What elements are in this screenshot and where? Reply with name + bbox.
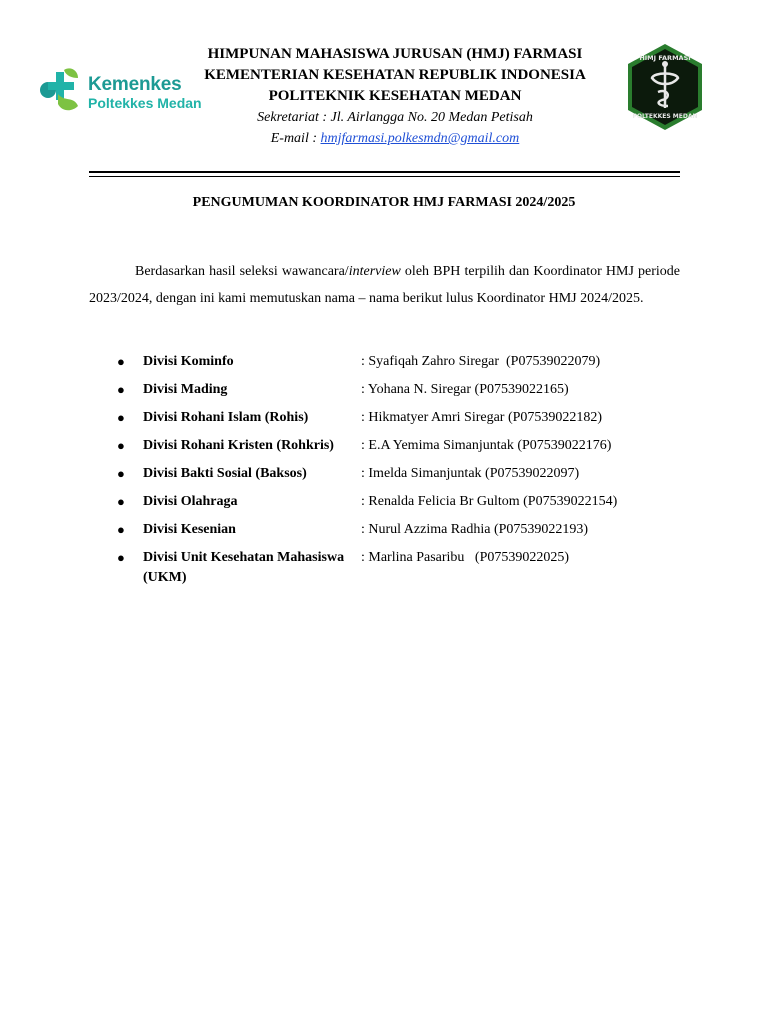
- badge-bottom-text: POLTEKKES MEDAN: [632, 113, 698, 120]
- coordinator-name: : Renalda Felicia Br Gultom (P07539022154): [361, 494, 618, 509]
- division-label: Divisi Bakti Sosial (Baksos): [143, 466, 307, 481]
- list-item: [117, 544, 677, 592]
- list-item: [117, 460, 677, 488]
- coordinator-name: : Hikmatyer Amri Siregar (P07539022182): [361, 410, 603, 425]
- bullet-icon: ●: [117, 382, 125, 397]
- announcement-title: PENGUMUMAN KOORDINATOR HMJ FARMASI 2024/2025: [192, 195, 576, 210]
- list-item: [117, 404, 677, 432]
- bullet-icon: ●: [117, 466, 125, 481]
- list-item: [117, 516, 677, 544]
- bullet-icon: ●: [117, 522, 125, 537]
- coordinator-list: [117, 348, 677, 592]
- division-label: Divisi Kesenian: [143, 522, 236, 537]
- letterhead: [150, 44, 640, 149]
- list-item: [117, 376, 677, 404]
- coordinator-name: : Syafiqah Zahro Siregar (P07539022079): [361, 354, 601, 369]
- logo-sub-text: Poltekkes Medan: [88, 95, 202, 111]
- bullet-icon: ●: [117, 354, 125, 369]
- bullet-icon: ●: [117, 494, 125, 509]
- paragraph-italic: interview: [348, 264, 401, 279]
- ministry-name: KEMENTERIAN KESEHATAN REPUBLIK INDONESIA: [204, 67, 586, 83]
- division-label: Divisi Unit Kesehatan Mahasiswa: [143, 550, 345, 565]
- bullet-icon: ●: [117, 550, 125, 565]
- badge-top-text: HIMJ FARMASI: [639, 54, 691, 62]
- division-label: Divisi Kominfo: [143, 354, 234, 369]
- paragraph-text-after: oleh BPH terpilih dan Koordinator HMJ periode 2023/2024, dengan ini kami memutuskan nama – nama berikut lulus Koordinator HMJ 2024/2025.: [89, 264, 681, 306]
- division-label: Divisi Olahraga: [143, 494, 238, 509]
- division-label: Divisi Mading: [143, 382, 228, 397]
- coordinator-name: : Yohana N. Siregar (P07539022165): [361, 382, 569, 397]
- paragraph-text-before: Berdasarkan hasil seleksi wawancara/: [135, 264, 349, 279]
- coordinator-name: : Nurul Azzima Radhia (P07539022193): [361, 522, 589, 537]
- logo-brand-text: Kemenkes: [88, 74, 182, 95]
- org-name: HIMPUNAN MAHASISWA JURUSAN (HMJ) FARMASI: [207, 46, 583, 62]
- secretariat-address: Sekretariat : Jl. Airlangga No. 20 Medan Petisah: [257, 110, 533, 125]
- list-item: [117, 348, 677, 376]
- email-link[interactable]: hmjfarmasi.polkesmdn@gmail.com: [320, 131, 520, 146]
- bullet-icon: ●: [117, 410, 125, 425]
- header-divider-thick: [89, 171, 680, 173]
- kemenkes-emblem-icon: [34, 66, 84, 118]
- header-divider-thin: [89, 176, 680, 177]
- division-label: Divisi Rohani Kristen (Rohkris): [143, 438, 334, 453]
- intro-paragraph: [89, 258, 680, 312]
- email-line: [150, 128, 640, 149]
- list-item: [117, 432, 677, 460]
- email-label: E-mail :: [270, 131, 321, 146]
- list-item: [117, 488, 677, 516]
- coordinator-name: : E.A Yemima Simanjuntak (P07539022176): [361, 438, 612, 453]
- bullet-icon: ●: [117, 438, 125, 453]
- division-label-continued: (UKM): [143, 570, 187, 585]
- coordinator-name: : Marlina Pasaribu (P07539022025): [361, 550, 570, 565]
- institution-name: POLITEKNIK KESEHATAN MEDAN: [268, 88, 522, 104]
- coordinator-name: : Imelda Simanjuntak (P07539022097): [361, 466, 580, 481]
- division-label: Divisi Rohani Islam (Rohis): [143, 410, 309, 425]
